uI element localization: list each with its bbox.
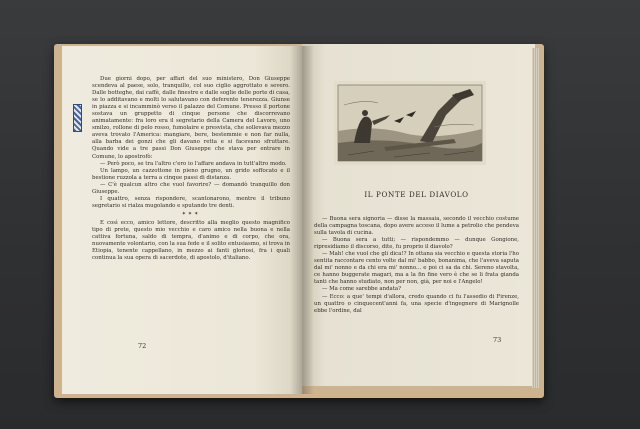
paragraph: — Buona sera a tutti; — rispondemmo — dunque Gongione, ripresidiamo il discorso, dite, fu proprio il diavolo?: [314, 237, 519, 251]
paragraph: I quattro, senza rispondere, scantonarono, mentre il tribuno segretario si rialza mugolando e sputando tre denti.: [92, 195, 290, 209]
page-number: 73: [493, 336, 502, 344]
left-page-text: [92, 76, 290, 262]
paragraph: — Ecco: a que' tempi d'allora, credo quando ci fu l'assedio di Firenze, un quattro o cinquecent'anni fa, una specie d'ingegnere di Marignolle ebbe l'ordine, dal: [314, 293, 519, 314]
paragraph: — Mah! che vuol che gli dica!? In ottana sia vecchio e questa storia l'ho sentita raccontare cento volte dal mi' babbo, bonanima, che l'aveva saputa dal mi' nonno e da chi era mi' nonno... e poi ci sa da chi. Sereno stavolta, ce hanno buggerate magari, ma a la fin fine vero è che se li frata gianda tanti che hanno studiato, non per non, già, per noi e l'Angelo!: [314, 251, 519, 286]
page-edges: [532, 48, 540, 388]
left-page: [62, 46, 302, 394]
right-page-text: [314, 216, 519, 315]
page-number: 72: [138, 342, 147, 350]
chapter-illustration: [334, 81, 486, 165]
paragraph: Due giorni dopo, per affari del suo ministero, Don Giuseppe scendeva al paese, solo, tranquillo, col suo ciglio aggrottato e severo. Dalle botteghe, dai caffè, dalle finestre e dalle soglie delle porte di casa, se lo additavano e molti lo salutavano con deferente tenerezza. Giunse in piazza e si incamminò verso il palazzo del Comune. Presso il portone sostava un gruppetto di cinque persone che discorrevano animatamente: fra loro era il segretario della Camera del Lavoro, uno smilzo, rollone di pelo rosso, fumolaire e presvista, che sollevava mezzo aveva trovato l'America: mangiare, bere, bestemmie e non far nulla, alla barba dei gonzi che gli davano retta e si facevano sfruttare. Quando vide a tre passi Don Giuseppe che stava per entrare in Comune, lo apostrofò:: [92, 76, 291, 160]
section-separator: ✶✶✶: [181, 210, 201, 217]
spine-shadow: [290, 46, 314, 394]
paragraph: Un lampo, un cazzottone in pieno grugno, un grido soffocato e il bestione ruzzola a terra a cinque passi di distanza.: [92, 167, 290, 181]
chapter-title: IL PONTE DEL DIAVOLO: [364, 190, 469, 199]
paragraph: E così ecco, amico lettore, descritto alla meglio questo magnifico tipo di prete, questo mio vecchio e caro amico nella buona e nella cattiva fortuna, saldo di tempra, d'animo e di corpo, che ora, nuovamente volontario, con la sua fede e il solito entusiasmo, si trova in Etiopia, tenente cappellano, in mezzo ai fanti gloriosi, fra i quali continua la sua opera di sacerdote, di apostolo, d'italiano.: [92, 219, 290, 262]
paragraph: — Ma come sarebbe andata?: [322, 286, 402, 293]
open-book: [54, 40, 544, 398]
paragraph: — Buona sera signoria — disse la massaia, secondo il vecchio costume della campagna toscana, dopo avere acceso il lume a petrolio che pendeva sulla tavola di cucina.: [314, 216, 519, 237]
right-page: [302, 44, 535, 386]
bookmark-tab: [73, 104, 82, 132]
paragraph: — C'è qualcun altro che vuol favorire? — domandò tranquillo don Giuseppe.: [92, 181, 290, 195]
paragraph: — Però poco, se tra l'altro c'ero io l'affare andava in tutt'altro modo.: [100, 160, 287, 167]
